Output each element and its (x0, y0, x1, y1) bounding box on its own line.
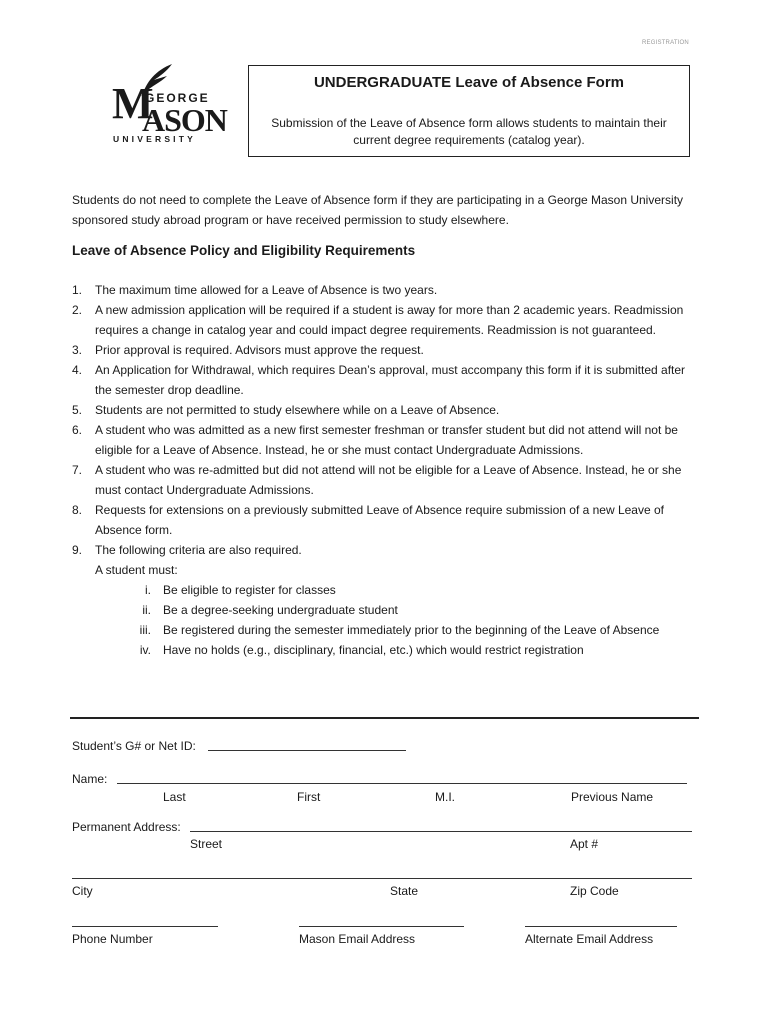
criteria-item: iv. Have no holds (e.g., disciplinary, financial, etc.) which would restrict registration (139, 643, 584, 657)
registration-label: REGISTRATION (642, 40, 689, 46)
phone-caption: Phone Number (72, 932, 153, 946)
mason-email-field[interactable] (299, 926, 464, 927)
mason-email-caption: Mason Email Address (299, 932, 416, 946)
city-caption: City (72, 884, 93, 898)
gnumber-field[interactable] (208, 750, 406, 751)
criteria-item: iii. Be registered during the semester immediately prior to the beginning of the Leave of Absence (139, 623, 660, 637)
logo-university: UNIVERSITY (113, 134, 197, 144)
last-name-caption: Last (163, 790, 186, 804)
criteria-intro: A student must: (95, 563, 178, 577)
policy-item: 2. A new admission application will be required if a student is away for more than 2 academic years. Readmission requires a change in catalog year and could impact degree requirements. Readmission is not guaranteed. (72, 303, 684, 337)
street-field[interactable] (190, 831, 692, 832)
policy-heading: Leave of Absence Policy and Eligibility Requirements (72, 243, 416, 258)
policy-item: 6. A student who was admitted as a new first semester freshman or transfer student but did not attend will not be eligible for a Leave of Absence. Instead, he or she must contact Undergraduate Admissions. (72, 423, 678, 457)
policy-list (72, 280, 697, 660)
criteria-item: i. Be eligible to register for classes (145, 583, 336, 597)
state-caption: State (390, 884, 419, 898)
title-box (248, 65, 690, 157)
form-subtitle: Submission of the Leave of Absence form allows students to maintain their current degree requirements (catalog year). (271, 116, 667, 147)
name-field[interactable] (117, 783, 687, 784)
criteria-item: ii. Be a degree-seeking undergraduate student (142, 603, 398, 617)
alt-email-field[interactable] (525, 926, 677, 927)
form-title: UNDERGRADUATE Leave of Absence Form (313, 74, 625, 91)
logo-george: GEORGE (145, 91, 210, 105)
phone-field[interactable] (72, 926, 218, 927)
street-caption: Street (190, 837, 223, 851)
zip-caption: Zip Code (570, 884, 619, 898)
address-label: Permanent Address: (72, 820, 181, 834)
logo-ason: ASON (142, 102, 227, 138)
intro-paragraph: Students do not need to complete the Leave of Absence form if they are participating in a George Mason University sponsored study abroad program or have received permission to study elsewhere. (72, 193, 684, 227)
city-state-zip-field[interactable] (72, 878, 692, 879)
alt-email-caption: Alternate Email Address (525, 932, 654, 946)
gnumber-label: Student’s G# or Net ID: (72, 739, 196, 753)
middle-initial-caption: M.I. (435, 790, 455, 804)
policy-item: 1. The maximum time allowed for a Leave of Absence is two years. (72, 283, 438, 297)
policy-item: 7. A student who was re-admitted but did not attend will not be eligible for a Leave of Absence. Instead, he or she must contact Undergraduate Admissions. (72, 463, 682, 497)
policy-item: 8. Requests for extensions on a previously submitted Leave of Absence require submission of a new Leave of Absence form. (72, 503, 664, 537)
apt-caption: Apt # (570, 837, 599, 851)
first-name-caption: First (297, 790, 321, 804)
name-label: Name: (72, 772, 108, 786)
criteria-list (95, 580, 697, 660)
policy-item: 5. Students are not permitted to study elsewhere while on a Leave of Absence. (72, 403, 500, 417)
section-divider (70, 717, 699, 719)
logo-m: M (112, 79, 154, 128)
previous-name-caption: Previous Name (571, 790, 654, 804)
policy-item: 3. Prior approval is required. Advisors must approve the request. (72, 343, 424, 357)
policy-item: 9. The following criteria are also required. A student must: i. Be eligible to register for classes ii. Be a degree-seeking undergraduate student iii. Be registered during the semester immediately prior to the beginning of the Leave of Absence iv. Have no holds (e.g., disciplinary, financial, etc.) which would restrict registration (72, 540, 697, 660)
george-mason-logo (112, 62, 227, 146)
policy-item: 4. An Application for Withdrawal, which requires Dean’s approval, must accompany this form if it is submitted after the semester drop deadline. (72, 363, 686, 397)
